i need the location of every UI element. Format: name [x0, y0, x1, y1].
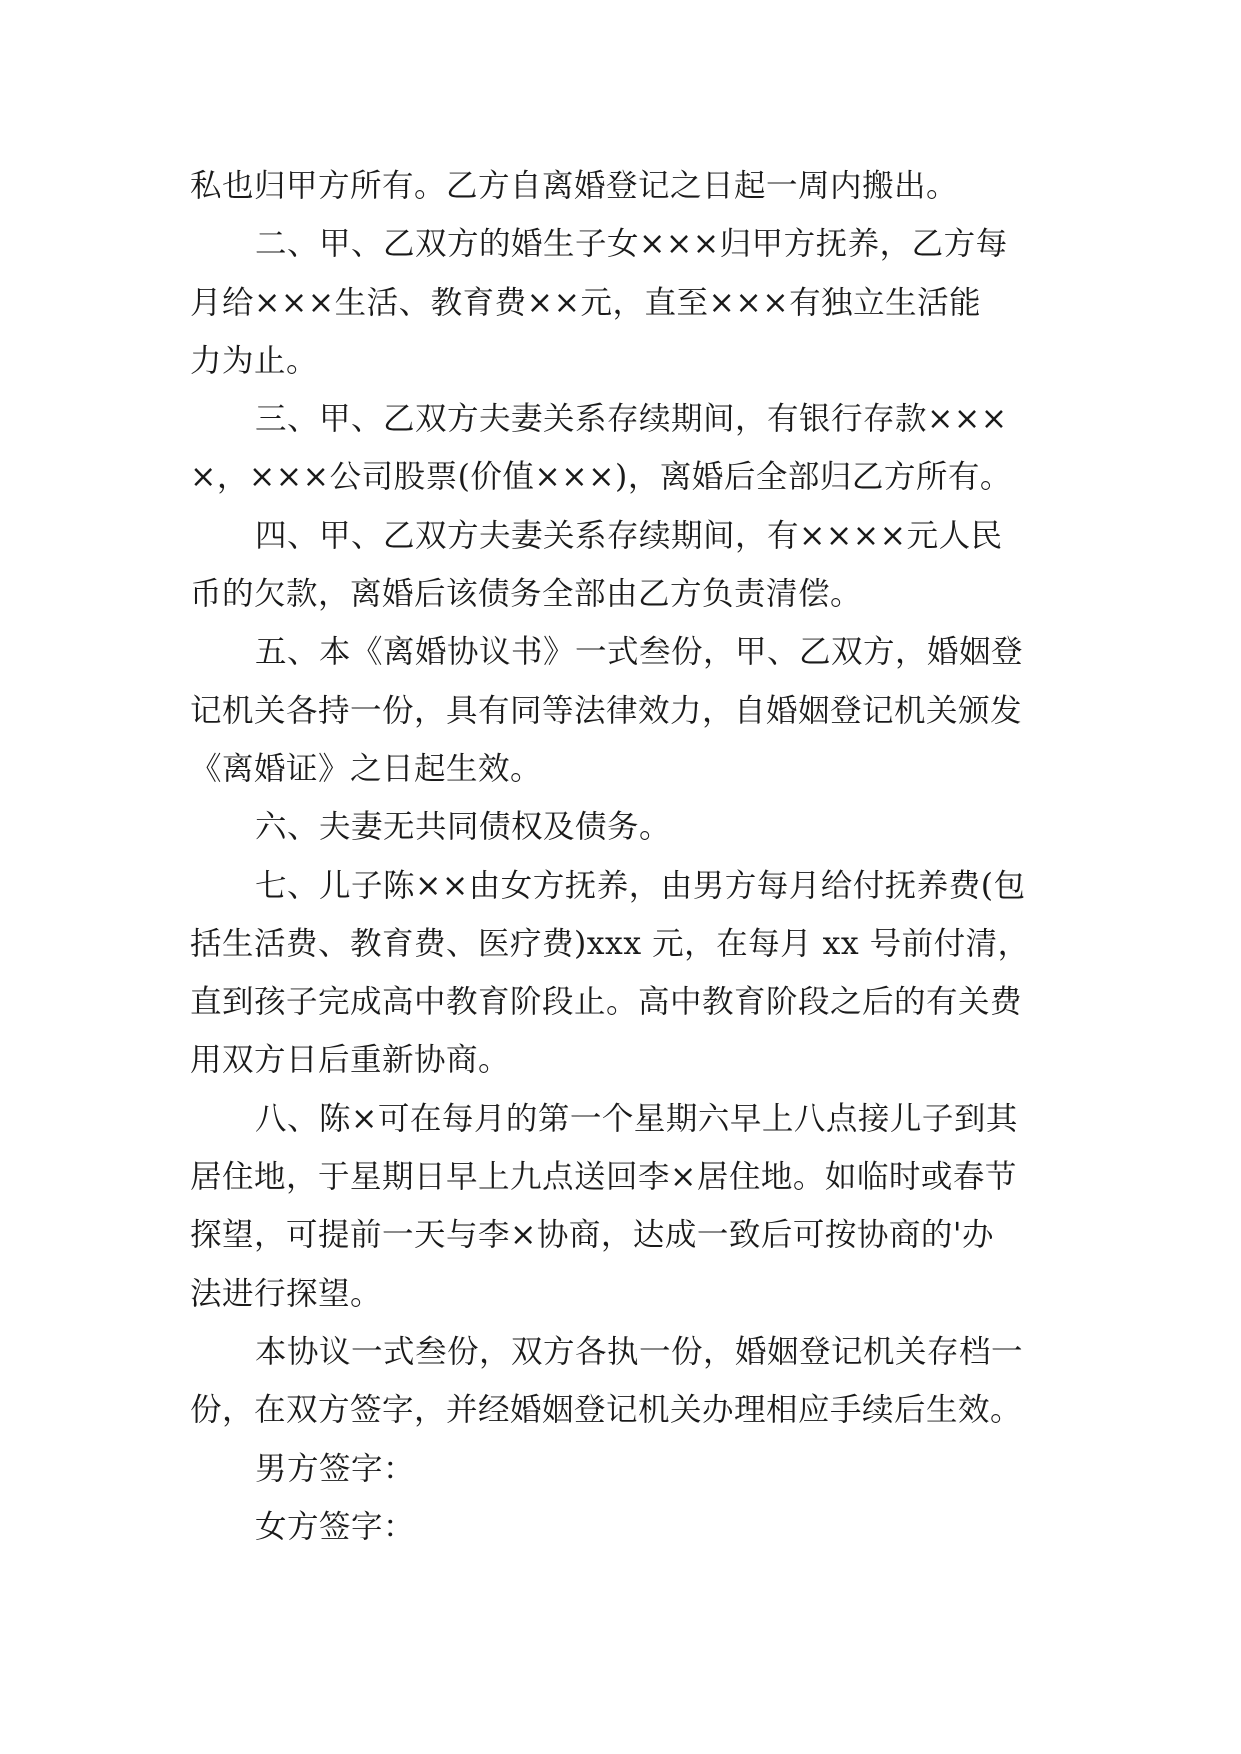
clause-2-line-2: 月给×××生活、教育费××元，直至×××有独立生活能 [190, 284, 982, 321]
clause-4-line-1: 四、甲、乙双方夫妻关系存续期间，有××××元人民 [255, 517, 1003, 554]
clause-7-line-1: 七、儿子陈××由女方抚养，由男方每月给付抚养费(包 [255, 867, 1026, 904]
male-signature-label: 男方签字： [255, 1450, 416, 1487]
clause-4-line-2: 币的欠款，离婚后该债务全部由乙方负责清偿。 [190, 576, 863, 613]
clause-3-line-1: 三、甲、乙双方夫妻关系存续期间，有银行存款××× [255, 401, 1008, 438]
clause-7-line-3: 直到孩子完成高中教育阶段止。高中教育阶段之后的有关费 [190, 984, 1023, 1021]
clause-8-line-3: 探望，可提前一天与李×协商，达成一致后可按协商的'办 [190, 1217, 995, 1254]
closing-line-1: 本协议一式叁份，双方各执一份，婚姻登记机关存档一 [255, 1333, 1024, 1370]
text-line-1: 私也归甲方所有。乙方自离婚登记之日起一周内搬出。 [190, 168, 959, 204]
closing-line-2: 份，在双方签字，并经婚姻登记机关办理相应手续后生效。 [190, 1392, 1023, 1429]
clause-3-line-2: ×，×××公司股票(价值×××)，离婚后全部归乙方所有。 [190, 459, 1012, 496]
clause-7-line-2: 括生活费、教育费、医疗费)xxx 元，在每月 xx 号前付清， [190, 925, 1030, 962]
clause-8-line-4: 法进行探望。 [190, 1275, 383, 1312]
clause-5-line-2: 记机关各持一份，具有同等法律效力，自婚姻登记机关颁发 [190, 692, 1023, 729]
clause-5-line-1: 五、本《离婚协议书》一式叁份，甲、乙双方，婚姻登 [255, 634, 1024, 671]
clause-8-line-1: 八、陈×可在每月的第一个星期六早上八点接儿子到其 [255, 1100, 1018, 1137]
document-body [190, 157, 1070, 1556]
clause-2-line-1: 二、甲、乙双方的婚生子女×××归甲方抚养，乙方每 [255, 226, 1008, 263]
clause-6-line-1: 六、夫妻无共同债权及债务。 [255, 809, 672, 846]
clause-2-line-3: 力为止。 [190, 342, 319, 379]
female-signature-label: 女方签字： [255, 1508, 416, 1545]
clause-8-line-2: 居住地，于星期日早上九点送回李×居住地。如临时或春节 [190, 1159, 1017, 1196]
clause-7-line-4: 用双方日后重新协商。 [190, 1042, 511, 1079]
clause-5-line-3: 《离婚证》之日起生效。 [190, 750, 543, 787]
